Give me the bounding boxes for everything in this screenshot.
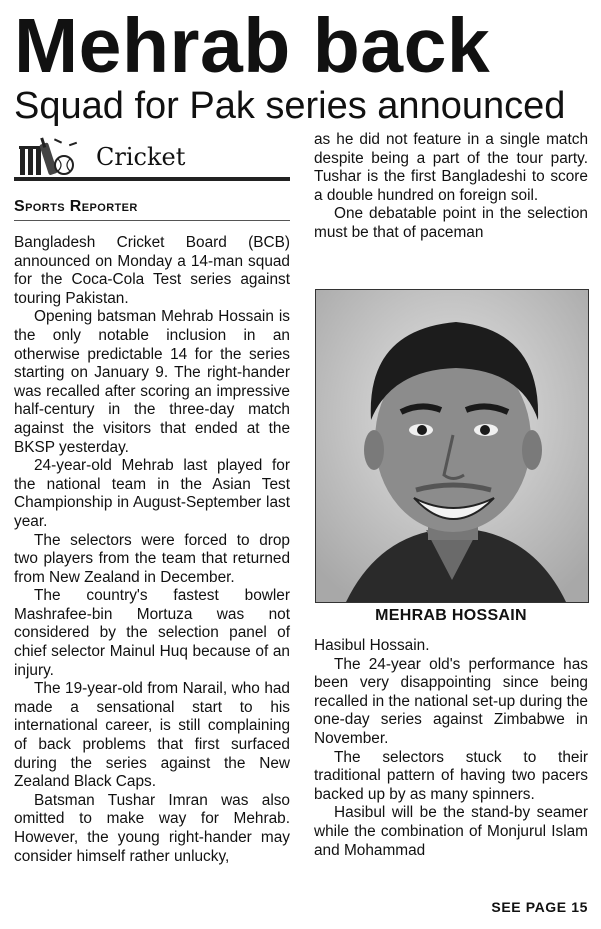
section-label: Cricket [96, 143, 186, 171]
player-photo [315, 289, 589, 603]
paragraph: as he did not feature in a single match despite being a part of the tour party. Tushar is the first Bangladeshi to score a double hundred on foreign soil. [314, 131, 588, 204]
paragraph: Hasibul will be the stand-by seamer while the combination of Monjurul Islam and Mohammad [314, 804, 588, 859]
paragraph: Hasibul Hossain. [314, 637, 430, 654]
paragraph: The 24-year old's performance has been very disappointing since being recalled in the national set-up during the one-day series against Zimbabwe in November. [314, 655, 588, 747]
byline: Sports Reporter [14, 198, 138, 215]
paragraph: The selectors were forced to drop two players from the team that returned from New Zealand in December. [14, 531, 290, 586]
paragraph: One debatable point in the selection must be that of paceman [314, 205, 588, 241]
byline-divider [14, 220, 290, 221]
continuation-note: SEE PAGE 15 [491, 899, 588, 915]
article-column-1 [14, 234, 290, 866]
paragraph: Opening batsman Mehrab Hossain is the only notable inclusion in an otherwise predictable 14 for the series starting on January 9. The right-hander was recalled after scoring an impressive half-century in the three-day match against the visitors that ended at the BKSP yesterday. [14, 308, 290, 456]
headline: Mehrab back [14, 3, 491, 89]
section-logo [14, 137, 290, 181]
paragraph: Batsman Tushar Imran was also omitted to make way for Mehrab. However, the young right-hander may consider himself rather unlucky, [14, 791, 290, 865]
paragraph: The selectors stuck to their traditional pattern of having two pacers backed up by as many spinners. [314, 748, 588, 803]
article-column-2-top [314, 131, 588, 243]
cricket-icon [14, 137, 90, 177]
photo-caption: MEHRAB HOSSAIN [375, 607, 527, 624]
paragraph: 24-year-old Mehrab last played for the national team in the Asian Test Championship in August-September last year. [14, 457, 290, 530]
paragraph: The country's fastest bowler Mashrafee-bin Mortuza was not considered by the selection panel of chief selector Mainul Huq because of an injury. [14, 587, 290, 679]
article-column-2-bottom [314, 637, 588, 860]
subheadline: Squad for Pak series announced [14, 85, 566, 127]
section-rule [14, 177, 290, 181]
paragraph: Bangladesh Cricket Board (BCB) announced on Monday a 14-man squad for the Coca-Cola Test series against touring Pakistan. [14, 234, 290, 307]
paragraph: The 19-year-old from Narail, who had made a sensational start to his international career, is still complaining of back problems that first surfaced during the series against the New Zealand Black Caps. [14, 680, 290, 791]
